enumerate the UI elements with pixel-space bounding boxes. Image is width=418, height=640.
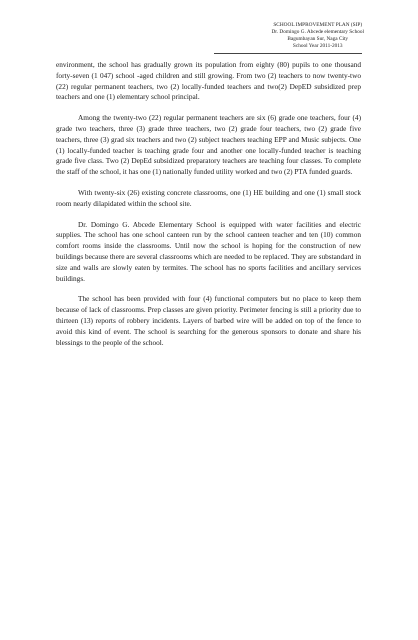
- paragraph: Among the twenty-two (22) regular permanent teachers are six (6) grade one teachers, four (4) grade two teachers, three (3) grade three teachers, two (2) grade four teachers, two (2) grade five teachers, three (3) grad six teachers and two (2) subject teachers teaching EPP and Music subjects. One (1) locally-funded teacher is teaching grade four and another one locally-funded teacher is teaching grade five class. Two (2) DepEd subsidized preparatory teachers are teaching four classes. To complete the staff of the school, it has one (1) nationally funded utility worked and two (2) PTA funded guards.: [56, 113, 361, 177]
- paragraph: With twenty-six (26) existing concrete classrooms, one (1) HE building and one (1) small stock room nearly dilapidated within the school site.: [56, 187, 361, 208]
- header-title: SCHOOL IMPROVEMENT PLAN (SIP): [273, 22, 363, 28]
- document-header: [271, 22, 364, 50]
- header-divider: [214, 53, 362, 54]
- document-body: [56, 60, 361, 358]
- paragraph: environment, the school has gradually grown its population from eighty (80) pupils to one thousand forty-seven (1 047) school -aged children and still growing. From two (2) teachers to now twenty-two (22) regular permanent teachers, two (2) locally-funded teachers and two(2) DepED subsidized prep teachers and one (1) elementary school principal.: [56, 60, 361, 102]
- paragraph: Dr. Domingo G. Abcede Elementary School is equipped with water facilities and electric supplies. The school has one school canteen run by the school canteen teacher and ten (10) common comfort rooms inside the classrooms. Until now the school is hoping for the construction of new buildings because there are several classrooms which are needed to be replaced. They are substandard in size and walls are slowly eaten by termites. The school has no sports facilities and ancillary services buildings.: [56, 219, 361, 283]
- paragraph: The school has been provided with four (4) functional computers but no place to keep them because of lack of classrooms. Prep classes are given priority. Perimeter fencing is still a priority due to thirteen (13) reports of robbery incidents. Layers of barbed wire will be added on top of the fence to avoid this kind of event. The school is searching for the generous sponsors to donate and share his blessings to the people of the school.: [56, 294, 361, 347]
- header-school-year: School Year 2011-2013: [292, 43, 343, 50]
- header-address: Bagumbayan Sur, Naga City: [287, 36, 349, 43]
- header-school-name: Dr. Domingo G. Abcede elementary School: [271, 29, 364, 36]
